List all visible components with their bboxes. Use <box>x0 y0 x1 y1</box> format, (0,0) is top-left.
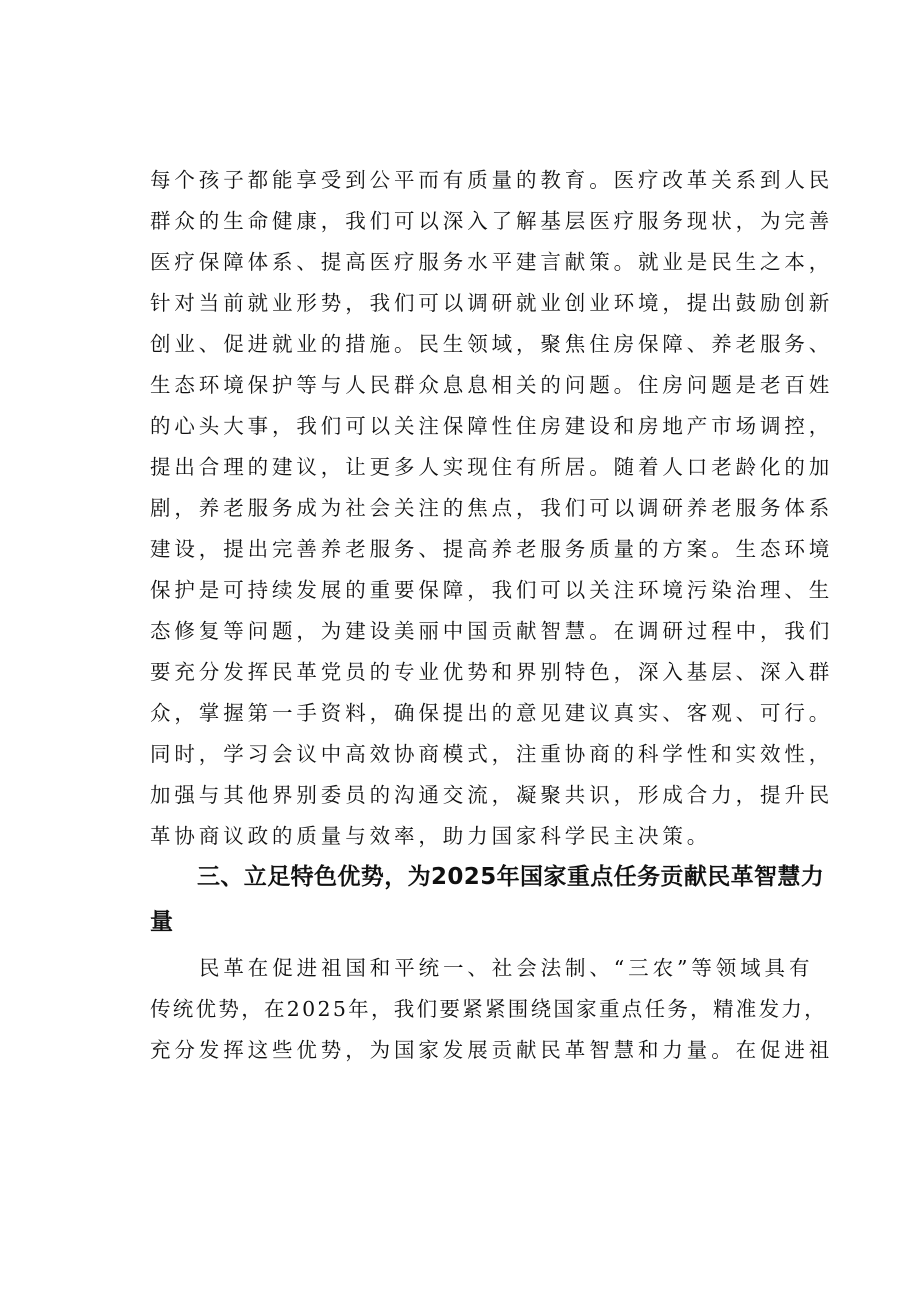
paragraph-line: 剧，养老服务成为社会关注的焦点，我们可以调研养老服务体系 <box>150 496 834 520</box>
paragraph-line: 生态环境保护等与人民群众息息相关的问题。住房问题是老百姓 <box>150 373 834 397</box>
paragraph-line: 要充分发挥民革党员的专业优势和界别特色，深入基层、深入群 <box>150 660 834 684</box>
paragraph-line: 态修复等问题，为建设美丽中国贡献智慧。在调研过程中，我们 <box>150 619 834 643</box>
paragraph-line: 每个孩子都能享受到公平而有质量的教育。医疗改革关系到人民 <box>150 168 834 192</box>
paragraph-line: 建设，提出完善养老服务、提高养老服务质量的方案。生态环境 <box>150 537 834 561</box>
paragraph-line: 的心头大事，我们可以关注保障性住房建设和房地产市场调控， <box>150 414 834 438</box>
section-heading-continued: 量 <box>150 909 174 935</box>
paragraph-line: 提出合理的建议，让更多人实现住有所居。随着人口老龄化的加 <box>150 455 834 479</box>
paragraph-line: 针对当前就业形势，我们可以调研就业创业环境，提出鼓励创新 <box>150 291 834 315</box>
paragraph-line: 创业、促进就业的措施。民生领域，聚焦住房保障、养老服务、 <box>150 332 834 356</box>
paragraph-line: 传统优势，在2025年，我们要紧紧围绕国家重点任务，精准发力， <box>150 997 827 1021</box>
paragraph-line: 同时，学习会议中高效协商模式，注重协商的科学性和实效性， <box>150 742 834 766</box>
section-heading: 三、立足特色优势，为2025年国家重点任务贡献民革智慧力 <box>197 864 825 890</box>
paragraph-line: 革协商议政的质量与效率，助力国家科学民主决策。 <box>150 824 712 848</box>
paragraph-line: 加强与其他界别委员的沟通交流，凝聚共识，形成合力，提升民 <box>150 783 834 807</box>
paragraph-line: 医疗保障体系、提高医疗服务水平建言献策。就业是民生之本， <box>150 250 834 274</box>
paragraph-line: 群众的生命健康，我们可以深入了解基层医疗服务现状，为完善 <box>150 209 834 233</box>
paragraph-line: 众，掌握第一手资料，确保提出的意见建议真实、客观、可行。 <box>150 701 834 725</box>
paragraph-line: 民革在促进祖国和平统一、社会法制、“三农”等领域具有 <box>199 956 814 980</box>
paragraph-line: 充分发挥这些优势，为国家发展贡献民革智慧和力量。在促进祖 <box>150 1038 834 1062</box>
paragraph-line: 保护是可持续发展的重要保障，我们可以关注环境污染治理、生 <box>150 578 834 602</box>
